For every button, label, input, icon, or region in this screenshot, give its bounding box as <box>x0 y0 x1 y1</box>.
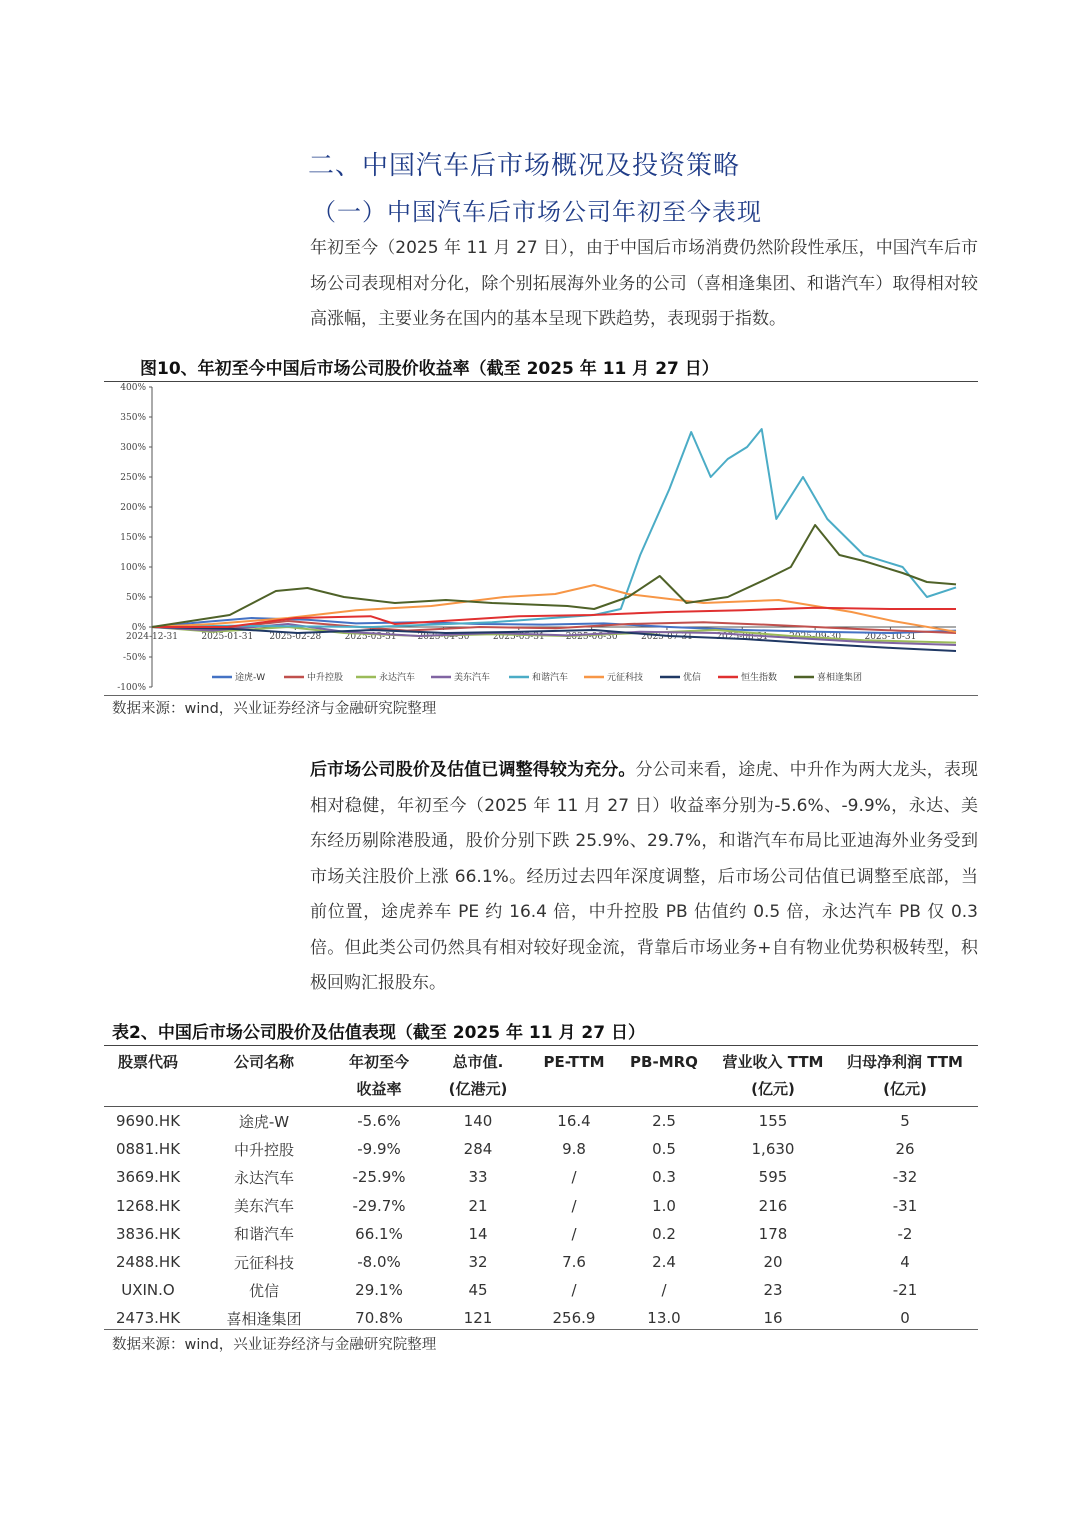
table-cell: 2473.HK <box>115 1309 181 1328</box>
table-cell: 256.9 <box>552 1309 596 1328</box>
header-line: 年初至今 <box>348 1053 409 1071</box>
figure-title: 图10、年初至今中国后市场公司股价收益率（截至 2025 年 11 月 27 日） <box>140 359 719 379</box>
legend-label: 恒生指数 <box>741 673 778 683</box>
header-line: 总市值. <box>452 1053 504 1071</box>
table-cell: 0881.HK <box>115 1140 181 1159</box>
intro-paragraph: 年初至今（2025 年 11 月 27 日），由于中国后市场消费仍然阶段性承压，中国汽车后市场公司表现相对分化，除个别拓展海外业务的公司（喜相逢集团、和谐汽车）取得相对较高涨幅，主要业务在国内的基本呈现下跌趋势，表现弱于指数。 <box>310 238 978 329</box>
table-header-cell <box>336 1047 422 1107</box>
table-header-cell <box>422 1047 534 1107</box>
analysis-paragraph <box>310 753 978 1002</box>
table-cell: -31 <box>892 1196 918 1215</box>
table-cell: 155 <box>758 1112 788 1131</box>
table-cell: 永达汽车 <box>233 1168 294 1187</box>
table-cell: 和谐汽车 <box>233 1225 294 1244</box>
table-body <box>104 1107 978 1333</box>
y-tick-label: 300% <box>120 443 146 453</box>
table-cell: 32 <box>468 1253 488 1272</box>
table-cell: 16.4 <box>557 1112 591 1131</box>
y-tick-label: 200% <box>120 503 146 513</box>
table-cell: -32 <box>892 1168 918 1187</box>
table-bottom-rule <box>104 1329 978 1330</box>
table-cell: 1,630 <box>751 1140 795 1159</box>
table-cell: 29.1% <box>355 1281 403 1300</box>
table-cell: 2.4 <box>652 1253 676 1272</box>
header-line: 股票代码 <box>117 1053 178 1071</box>
table-cell: 595 <box>758 1168 788 1187</box>
header-line: (亿元) <box>751 1080 795 1098</box>
table-cell: UXIN.O <box>121 1281 175 1300</box>
legend-label: 和谐汽车 <box>532 673 569 683</box>
table-header-cell <box>104 1047 192 1107</box>
table-cell: 284 <box>463 1140 493 1159</box>
table-cell: 7.6 <box>562 1253 586 1272</box>
series-line <box>152 429 956 627</box>
table-cell: 途虎-W <box>238 1112 290 1131</box>
table-cell: 美东汽车 <box>233 1197 294 1216</box>
legend-label: 喜相逢集团 <box>817 673 863 683</box>
table-cell: / <box>571 1281 577 1300</box>
table-cell: 140 <box>463 1112 493 1131</box>
table-header-cell <box>192 1047 336 1107</box>
figure-source: 数据来源：wind，兴业证券经济与金融研究院整理 <box>112 701 437 717</box>
table-cell: -5.6% <box>357 1112 401 1131</box>
valuation-table <box>104 1047 978 1333</box>
table-cell: -9.9% <box>357 1140 401 1159</box>
header-line: 营业收入 TTM <box>722 1053 824 1071</box>
table-cell: 3669.HK <box>115 1168 181 1187</box>
table-cell: 216 <box>758 1196 788 1215</box>
y-tick-label: 250% <box>120 473 146 483</box>
table-cell: 中升控股 <box>233 1140 294 1159</box>
table-cell: 13.0 <box>647 1309 681 1328</box>
table-cell: -8.0% <box>357 1253 401 1272</box>
legend-label: 途虎-W <box>235 673 266 683</box>
table-cell: -21 <box>892 1281 918 1300</box>
y-tick-label: 350% <box>120 413 146 423</box>
x-tick-label: 2025-03-31 <box>344 632 397 642</box>
section-heading: 二、中国汽车后市场概况及投资策略 <box>308 151 741 181</box>
y-tick-label: 0% <box>131 623 146 633</box>
table-row <box>104 1163 978 1191</box>
y-tick-label: 400% <box>120 383 146 393</box>
table-cell: 33 <box>468 1168 488 1187</box>
legend-label: 优信 <box>683 673 702 683</box>
chart-legend <box>212 671 862 683</box>
legend-label: 中升控股 <box>307 673 344 683</box>
y-tick-label: 100% <box>120 563 146 573</box>
x-tick-label: 2025-07-31 <box>641 632 693 642</box>
header-line: 收益率 <box>356 1080 402 1098</box>
table-cell: 1268.HK <box>115 1196 181 1215</box>
chart-lines <box>152 429 956 651</box>
x-tick-label: 2025-10-31 <box>864 632 917 642</box>
subsection-heading: （一）中国汽车后市场公司年初至今表现 <box>312 198 762 226</box>
legend-label: 永达汽车 <box>379 673 416 683</box>
header-line: PB-MRQ <box>630 1053 698 1071</box>
y-tick-label: 50% <box>125 593 146 603</box>
y-tick-label: 150% <box>120 533 146 543</box>
x-tick-label: 2025-01-31 <box>201 632 254 642</box>
table-cell: -2 <box>897 1224 913 1243</box>
y-tick-label: -50% <box>122 653 146 663</box>
chart-axes <box>117 383 956 693</box>
table-top-rule <box>104 1045 978 1046</box>
table-header-cell <box>832 1047 978 1107</box>
x-tick-label: 2025-08-31 <box>716 632 769 642</box>
table-cell: 0 <box>900 1309 910 1328</box>
figure-bottom-rule <box>104 695 978 696</box>
table-row <box>104 1220 978 1248</box>
table-title: 表2、中国后市场公司股价及估值表现（截至 2025 年 11 月 27 日） <box>112 1023 645 1043</box>
table-header-cell <box>534 1047 614 1107</box>
x-tick-label: 2025-02-28 <box>269 632 322 642</box>
table-cell: / <box>571 1168 577 1187</box>
table-cell: -29.7% <box>352 1196 406 1215</box>
table-cell: 4 <box>900 1253 910 1272</box>
header-line: 归母净利润 TTM <box>847 1053 963 1071</box>
table-cell: 3836.HK <box>115 1224 181 1243</box>
table-row <box>104 1276 978 1304</box>
table-cell: 喜相逢集团 <box>226 1309 302 1328</box>
table-cell: 21 <box>468 1196 488 1215</box>
table-cell: 0.5 <box>652 1140 676 1159</box>
header-line: 公司名称 <box>233 1053 294 1071</box>
table-source: 数据来源：wind，兴业证券经济与金融研究院整理 <box>112 1337 437 1353</box>
table-cell: / <box>571 1196 577 1215</box>
table-header-cell <box>614 1047 714 1107</box>
x-tick-label: 2025-09-30 <box>789 632 842 642</box>
table-row <box>104 1192 978 1220</box>
table-header-row <box>104 1047 978 1107</box>
table-cell: 23 <box>763 1281 783 1300</box>
table-cell: 9.8 <box>562 1140 586 1159</box>
table-cell: 70.8% <box>355 1309 403 1328</box>
table-cell: 14 <box>468 1224 488 1243</box>
table-header-cell <box>714 1047 832 1107</box>
table-cell: 5 <box>900 1112 910 1131</box>
table-cell: / <box>661 1281 667 1300</box>
header-line: (亿元) <box>883 1080 927 1098</box>
header-line: (亿港元) <box>448 1080 508 1098</box>
table-cell: 0.3 <box>652 1168 676 1187</box>
table-cell: 2.5 <box>652 1112 676 1131</box>
legend-label: 元征科技 <box>607 673 644 683</box>
table-cell: 2488.HK <box>115 1253 181 1272</box>
table-cell: 178 <box>758 1224 788 1243</box>
analysis-body: 分公司来看，途虎、中升作为两大龙头，表现相对稳健，年初至今（2025 年 11 月 27 日）收益率分别为-5.6%、-9.9%，永达、美东经历剔除港股通，股价分别下跌 25.9%、29.7%，和谐汽车布局比亚迪海外业务受到市场关注股价上涨 66.1%。经历过去四年深度调整，后市场公司估值已调整至底部，当前位置，途虎养车 PE 约 16.4 倍，中升控股 PB 估值约 0.5 倍，永达汽车 PB 仅 0.3 倍。但此类公司仍然具有相对较好现金流，背靠后市场业务+自有物业优势积极转型，积极回购汇报股东。 <box>310 760 978 993</box>
x-tick-label: 2024-12-31 <box>126 632 178 642</box>
x-tick-label: 2025-06-30 <box>565 632 618 642</box>
table-cell: 优信 <box>248 1281 279 1300</box>
table-cell: 66.1% <box>355 1224 403 1243</box>
table-row <box>104 1248 978 1276</box>
analysis-lead: 后市场公司股价及估值已调整得较为充分。 <box>310 760 636 780</box>
table-cell: -25.9% <box>352 1168 406 1187</box>
table-row <box>104 1135 978 1163</box>
header-line: PE-TTM <box>543 1053 605 1071</box>
table-cell: 45 <box>468 1281 488 1300</box>
table-cell: 9690.HK <box>115 1112 181 1131</box>
table-cell: 1.0 <box>652 1196 676 1215</box>
figure-top-rule <box>104 381 978 382</box>
table-cell: 16 <box>763 1309 783 1328</box>
table-cell: 26 <box>895 1140 915 1159</box>
x-tick-label: 2025-05-31 <box>492 632 545 642</box>
table-cell: 元征科技 <box>233 1253 294 1272</box>
table-row <box>104 1107 978 1136</box>
table-cell: 20 <box>763 1253 783 1272</box>
legend-label: 美东汽车 <box>454 673 491 683</box>
returns-line-chart <box>104 383 978 695</box>
table-cell: / <box>571 1224 577 1243</box>
x-tick-label: 2025-04-30 <box>417 632 470 642</box>
table-cell: 0.2 <box>652 1224 676 1243</box>
series-line <box>152 525 956 627</box>
y-tick-label: -100% <box>117 683 146 693</box>
table-cell: 121 <box>463 1309 493 1328</box>
